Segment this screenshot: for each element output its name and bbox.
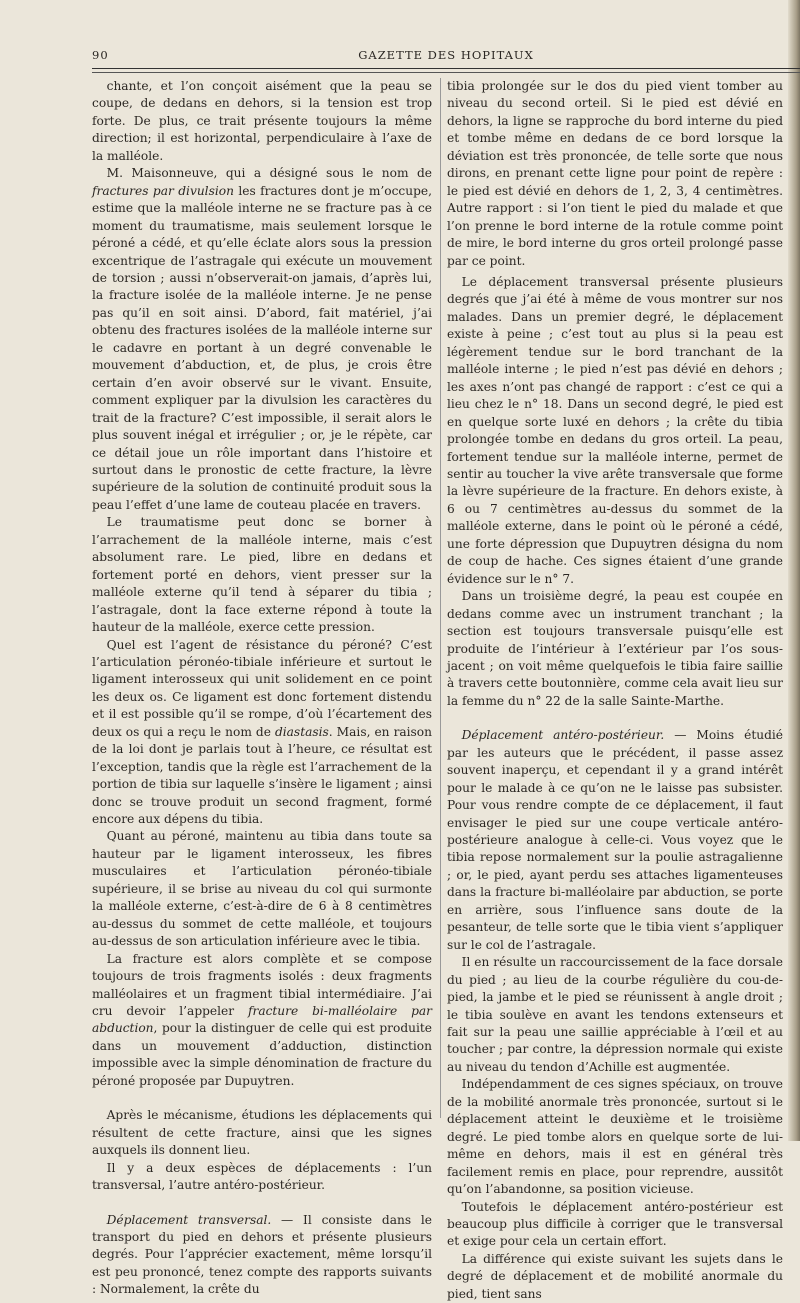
italic-term: fracture bi-malléolaire par abduction [92,1004,432,1036]
paragraph-text: Toutefois le déplacement antéro-postérieur est beaucoup plus difficile à corriger que le transversal et exige pour cela un certain effort. [447,1199,783,1249]
paragraph-text: , pour la distinguer de celle qui est produite dans un mouvement d’adduction, distinction impossible avec la simple dénomination de fracture du péroné proposée par Dupuytren. [92,1021,432,1088]
page-number: 90 [92,48,109,62]
paragraph-text: les fractures dont je m’occupe, estime que la malléole interne ne se fracture pas à ce moment du traumatisme, mais seulement lorsque le péroné a cédé, et qu’elle éclate alors sous la pression excentrique de l’astragale qui exécute un mouvement de torsion ; aussi n’observerait-on jamais, d’après lui, la fracture isolée de la malléole interne. Je ne pense pas qu’il en soit ainsi. D’abord, fait matériel, j’ai obtenu des fractures isolées de la malléole interne sur le cadavre en portant à un degré convenable le mouvement d’abduction, et, de plus, je crois être certain d’en avoir observé sur le vivant. Ensuite, comment expliquer par la divulsion les caractères du trait de la fracture? C’est impossible, il serait alors le plus souvent inégal et irrégulier ; or, je le répète, car ce détail joue un rôle important dans l’histoire et surtout dans le pronostic de cette fracture, la lèvre supérieure de la solution de continuité produit sous la peau l’effet d’une lame de couteau placée en travers. [92,183,432,512]
paragraph [447,727,783,954]
paragraph [92,1212,432,1299]
paragraph-text: Il en résulte un raccourcissement de la face dorsale du pied ; au lieu de la courbe régulière du cou-de-pied, la jambe et le pied se réunissent à angle droit ; le tibia soulève en avant les tendons extenseurs et fait sur la peau une saillie appréciable à l’œil et au toucher ; par contre, la dépression normale qui existe au niveau du tendon d’Achille est augmentée. [447,955,783,1074]
paragraph [92,828,432,950]
paragraph-text: Quel est l’agent de résistance du péroné? C’est l’articulation péronéo-tibiale inférieure et surtout le ligament interosseux qui unit solidement en ce point les deux os. Ce ligament est donc fortement distendu et il est possible qu’il se rompe, d’où l’écartement des deux os qui a reçu le nom de [92,637,432,739]
paragraph [447,78,783,270]
paragraph-text: La fracture est alors complète et se compose toujours de trois fragments isolés : deux fragments malléolaires et un fragment tibial intermédiaire. J’ai cru devoir l’appeler [92,951,432,1019]
paragraph-text: Indépendamment de ces signes spéciaux, on trouve de la mobilité anormale très prononcée, surtout si le déplacement atteint le deuxième et le troisième degré. Le pied tombe alors en quelque sorte de lui-même en dehors, mais il est en général très facilement remis en place, pour reprendre, aussitôt qu’on l’abandonne, sa position vicieuse. [447,1077,783,1197]
paragraph-text: Après le mécanisme, étudions les déplacements qui résultent de cette fracture, ainsi que les signes auxquels ils donnent lieu. [92,1108,432,1158]
italic-term: fractures par divulsion [92,183,234,198]
paragraph-text: . Mais, en raison de la loi dont je parlais tout à l’heure, ce résultat est l’exception, tandis que la règle est l’arrachement de la portion de tibia sur laquelle s’insère le ligament ; ainsi donc se trouve produit un second fragment, formé encore aux dépens du tibia. [92,724,432,827]
column-divider [440,78,441,1118]
page-edge-shadow [788,0,800,1141]
running-header [92,46,800,66]
paragraph-text: tibia prolongée sur le dos du pied vient tomber au niveau du second orteil. Si le pied est dévié en dehors, la ligne se rapproche du bord interne du pied et tombe même en dedans de ce bord lorsque la déviation est très prononcée, de telle sorte que nous dirons, en prenant cette ligne pour point de repère : le pied est dévié en dehors de 1, 2, 3, 4 centimètres. Autre rapport : si l’on tient le pied du malade et que l’on prenne le bord interne de la rotule comme point de mire, le bord interne du gros orteil prolongé passe par ce point. [447,79,783,268]
paragraph-text: — Moins étudié par les auteurs que le précédent, il passe assez souvent inaperçu, et cependant il y a grand intérêt pour le malade à ce qu’on ne le laisse pas subsister. Pour vous rendre compte de ce déplacement, il faut envisager le pied sur une coupe verticale antéro-postérieure analogue à celle-ci. Vous voyez que le tibia repose normalement sur la poulie astragalienne ; or, le pied, ayant perdu ses attaches ligamenteuses dans la fracture bi-malléolaire par abduction, se porte en arrière, sous l’influence sans doute de la pesanteur, de telle sorte que le tibia vient s’appliquer sur le col de l’astragale. [447,728,783,952]
paragraph [447,588,783,710]
paragraph [92,1160,432,1195]
right-column [447,78,783,1301]
paragraph-text: Dans un troisième degré, la peau est coupée en dedans comme avec un instrument tranchant ; la section est toujours transversale puisqu’elle est produite de l’intérieur à l’extérieur par l’os sous-jacent ; on voit même quelquefois le tibia faire saillie à travers cette boutonnière, comme cela avait lieu sur la femme du n° 22 de la salle Sainte-Marthe. [447,589,783,708]
paragraph-text: — Il consiste dans le transport du pied en dehors et présente plusieurs degrés. Pour l’apprécier exactement, même lorsqu’il est peu prononcé, tenez compte des rapports suivants : Normalement, la crête du [92,1212,432,1297]
paragraph-text: Quant au péroné, maintenu au tibia dans toute sa hauteur par le ligament interosseux, les fibres musculaires et l’articulation péronéo-tibiale supérieure, il se brise au niveau du col qui surmonte la malléole externe, c’est-à-dire de 6 à 8 centimètres au-dessus du sommet de cette malléole, et toujours au-dessus de son articulation inférieure avec le tibia. [92,829,432,949]
left-column [92,78,432,1297]
paragraph-text: La différence qui existe suivant les sujets dans le degré de déplacement et de mobilité anormale du pied, tient sans [447,1251,783,1301]
paragraph [92,1107,432,1159]
paragraph [92,514,432,636]
paragraph [447,274,783,588]
paragraph [447,1251,783,1303]
paragraph [92,165,432,514]
italic-term: diastasis [274,724,329,739]
italic-term: Déplacement antéro-postérieur. [461,728,665,743]
paragraph [447,1199,783,1251]
paragraph [92,951,432,1091]
paragraph-text: Le traumatisme peut donc se borner à l’arrachement de la malléole interne, mais c’est absolument rare. Le pied, libre en dedans et fortement porté en dehors, vient presser sur la malléole externe qu’il tend à séparer du tibia ; l’astragale, dont la face externe répond à toute la hauteur de la malléole, exerce cette pression. [92,515,432,635]
journal-title: GAZETTE DES HOPITAUX [358,48,534,62]
paragraph [447,954,783,1076]
paragraph-text: Le déplacement transversal présente plusieurs degrés que j’ai été à même de vous montrer sur nos malades. Dans un premier degré, le déplacement existe à peine ; c’est tout au plus si la peau est légèrement tendue sur le bord tranchant de la malléole interne ; le pied n’est pas dévié en dehors ; les axes n’ont pas changé de rapport : c’est ce qui a lieu chez le n° 18. Dans un second degré, le pied est en quelque sorte luxé en dehors ; la crête du tibia prolongée tombe en dedans du gros orteil. La peau, fortement tendue sur la malléole interne, permet de sentir au toucher la vive arête transversale que forme la lèvre supérieure de la fracture. En dehors existe, à 6 ou 7 centimètres au-dessus du sommet de la malléole externe, dans le point où le péroné a cédé, une forte dépression que Dupuytren désigna du nom de coup de hache. Ces signes étaient d’une grande évidence sur le n° 7. [447,274,783,586]
paragraph [447,1076,783,1198]
paragraph-text: M. Maisonneuve, qui a désigné sous le nom de [106,166,432,181]
italic-term: Déplacement transversal. [106,1212,272,1227]
paragraph-text: chante, et l’on conçoit aisément que la peau se coupe, de dedans en dehors, si la tension est trop forte. De plus, ce trait présente toujours la même direction; il est horizontal, perpendiculaire à l’axe de la malléole. [92,79,432,163]
paragraph [92,78,432,165]
header-rule [92,68,800,69]
header-rule-thin [92,72,800,73]
paragraph-text: Il y a deux espèces de déplacements : l’un transversal, l’autre antéro-postérieur. [92,1160,432,1193]
paragraph [92,637,432,829]
